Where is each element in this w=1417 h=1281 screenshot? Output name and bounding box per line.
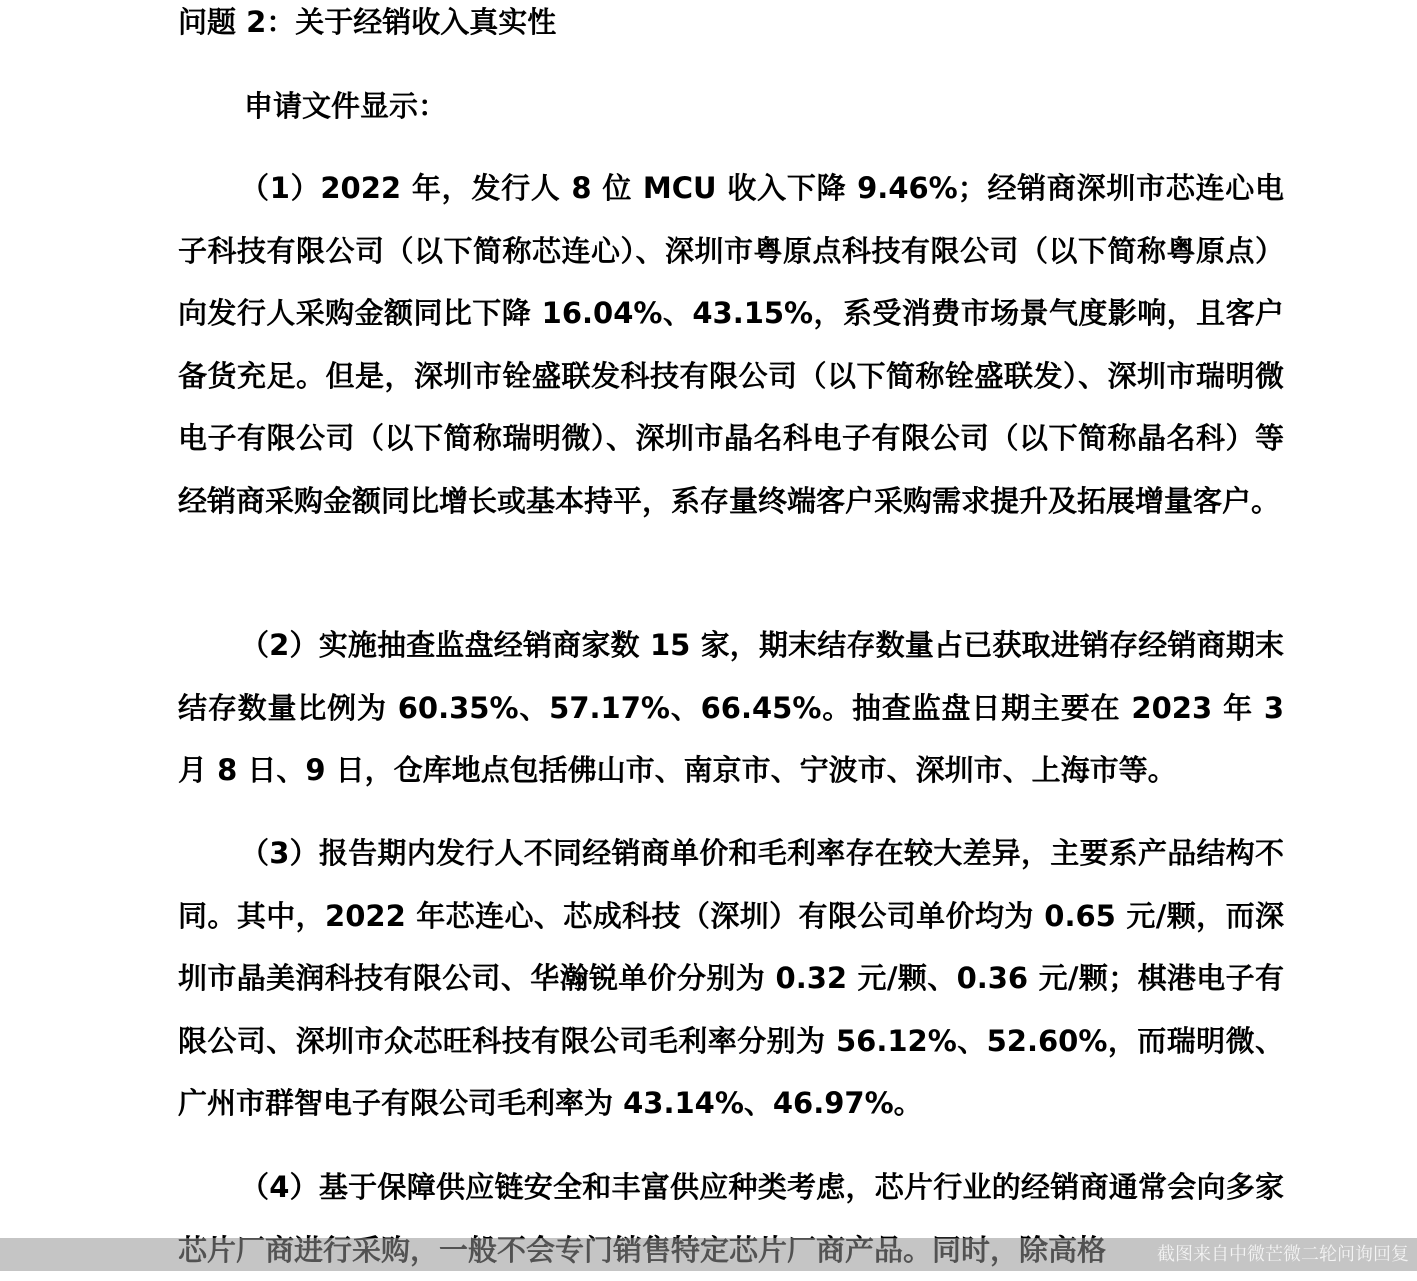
paragraph-4: （4）基于保障供应链安全和丰富供应种类考虑，芯片行业的经销商通常会向多家 (240, 1170, 1284, 1204)
question-heading: 问题 2：关于经销收入真实性 (178, 5, 557, 39)
intro-line: 申请文件显示： (244, 89, 448, 123)
paragraph-2: （2）实施抽查监盘经销商家数 15 家，期末结存数量占已获取进销存经销商期末结存数量比例为 60.35%、57.17%、66.45%。抽查监盘日期主要在 2023 年 3 月 8 日、9 日，仓库地点包括佛山市、南京市、宁波市、深圳市、上海市等。 (178, 628, 1284, 788)
paragraph-3: （3）报告期内发行人不同经销商单价和毛利率存在较大差异，主要系产品结构不同。其中，2022 年芯连心、芯成科技（深圳）有限公司单价均为 0.65 元/颗，而深圳市晶美润科技有限公司、华瀚锐单价分别为 0.32 元/颗、0.36 元/颗；棋港电子有限公司、深圳市众芯旺科技有限公司毛利率分别为 56.12%、52.60%，而瑞明微、广州市群智电子有限公司毛利率为 43.14%、46.97%。 (178, 836, 1284, 1121)
footer-caption: 截图来自中微芒微二轮问询回复 (1157, 1244, 1409, 1265)
paragraph-1: （1）2022 年，发行人 8 位 MCU 收入下降 9.46%；经销商深圳市芯连心电子科技有限公司（以下简称芯连心）、深圳市粤原点科技有限公司（以下简称粤原点）向发行人采购金额同比下降 16.04%、43.15%，系受消费市场景气度影响，且客户备货充足。但是，深圳市铨盛联发科技有限公司（以下简称铨盛联发）、深圳市瑞明微电子有限公司（以下简称瑞明微）、深圳市晶名科电子有限公司（以下简称晶名科）等经销商采购金额同比增长或基本持平，系存量终端客户采购需求提升及拓展增量客户。 (178, 171, 1284, 518)
